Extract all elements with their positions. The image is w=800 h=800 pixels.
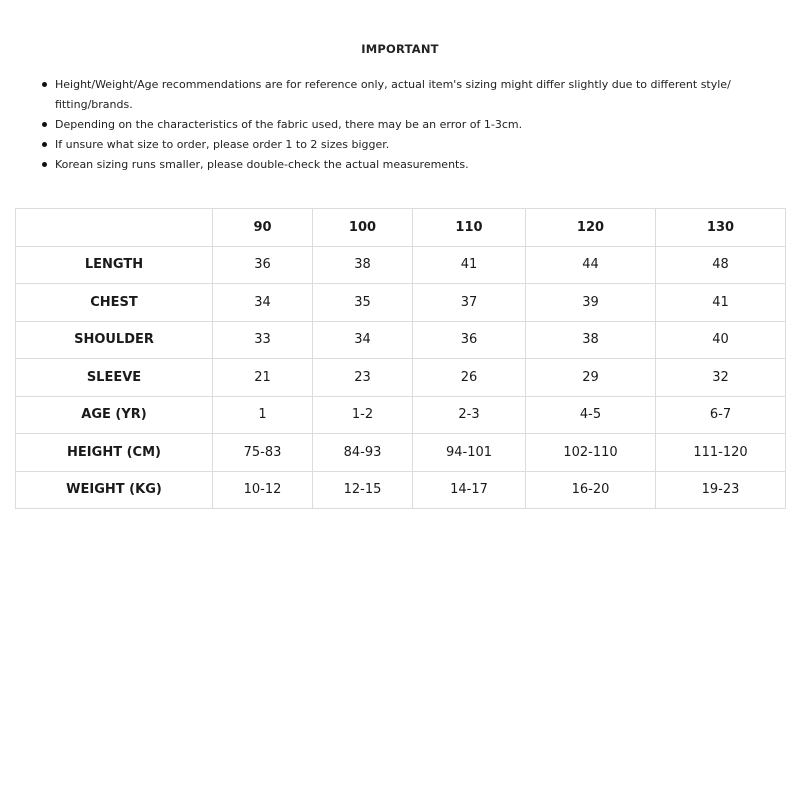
table-cell: 48 xyxy=(656,246,786,284)
table-cell: 16-20 xyxy=(526,471,656,509)
table-cell: 38 xyxy=(526,321,656,359)
table-cell: 41 xyxy=(413,246,526,284)
note-item: Depending on the characteristics of the fabric used, there may be an error of 1-3cm. xyxy=(40,115,780,135)
table-cell: 84-93 xyxy=(313,434,413,472)
table-cell: 39 xyxy=(526,284,656,322)
table-row xyxy=(16,321,786,359)
table-cell: 40 xyxy=(656,321,786,359)
table-cell: 41 xyxy=(656,284,786,322)
table-cell: 36 xyxy=(413,321,526,359)
row-label-weight: WEIGHT (KG) xyxy=(16,471,213,509)
table-row xyxy=(16,246,786,284)
table-cell: 44 xyxy=(526,246,656,284)
table-cell: 37 xyxy=(413,284,526,322)
table-row xyxy=(16,359,786,397)
table-cell: 34 xyxy=(313,321,413,359)
table-cell: 1-2 xyxy=(313,396,413,434)
note-item: Height/Weight/Age recommendations are for reference only, actual item's sizing might differ slightly due to different style/ fitting/brands. xyxy=(40,75,780,115)
table-cell: 21 xyxy=(213,359,313,397)
table-header-row xyxy=(16,209,786,247)
notes-list xyxy=(40,75,780,175)
table-cell: 26 xyxy=(413,359,526,397)
table-cell: 19-23 xyxy=(656,471,786,509)
table-cell: 29 xyxy=(526,359,656,397)
table-cell: 23 xyxy=(313,359,413,397)
table-row xyxy=(16,471,786,509)
table-row xyxy=(16,434,786,472)
note-item: Korean sizing runs smaller, please double-check the actual measurements. xyxy=(40,155,780,175)
table-cell: 12-15 xyxy=(313,471,413,509)
row-label-shoulder: SHOULDER xyxy=(16,321,213,359)
table-cell: 34 xyxy=(213,284,313,322)
row-label-age: AGE (YR) xyxy=(16,396,213,434)
table-corner-cell xyxy=(16,209,213,247)
table-cell: 36 xyxy=(213,246,313,284)
table-cell: 14-17 xyxy=(413,471,526,509)
size-header-120: 120 xyxy=(526,209,656,247)
table-cell: 102-110 xyxy=(526,434,656,472)
row-label-height: HEIGHT (CM) xyxy=(16,434,213,472)
table-cell: 75-83 xyxy=(213,434,313,472)
size-header-90: 90 xyxy=(213,209,313,247)
size-header-130: 130 xyxy=(656,209,786,247)
table-cell: 35 xyxy=(313,284,413,322)
row-label-sleeve: SLEEVE xyxy=(16,359,213,397)
table-cell: 10-12 xyxy=(213,471,313,509)
table-cell: 111-120 xyxy=(656,434,786,472)
row-label-length: LENGTH xyxy=(16,246,213,284)
table-row xyxy=(16,396,786,434)
table-cell: 4-5 xyxy=(526,396,656,434)
table-cell: 1 xyxy=(213,396,313,434)
table-cell: 33 xyxy=(213,321,313,359)
table-cell: 38 xyxy=(313,246,413,284)
size-header-110: 110 xyxy=(413,209,526,247)
size-header-100: 100 xyxy=(313,209,413,247)
table-cell: 94-101 xyxy=(413,434,526,472)
table-cell: 32 xyxy=(656,359,786,397)
size-chart-table xyxy=(15,208,786,509)
note-item: If unsure what size to order, please order 1 to 2 sizes bigger. xyxy=(40,135,780,155)
table-cell: 6-7 xyxy=(656,396,786,434)
row-label-chest: CHEST xyxy=(16,284,213,322)
page-title: IMPORTANT xyxy=(361,42,439,56)
table-row xyxy=(16,284,786,322)
table-cell: 2-3 xyxy=(413,396,526,434)
